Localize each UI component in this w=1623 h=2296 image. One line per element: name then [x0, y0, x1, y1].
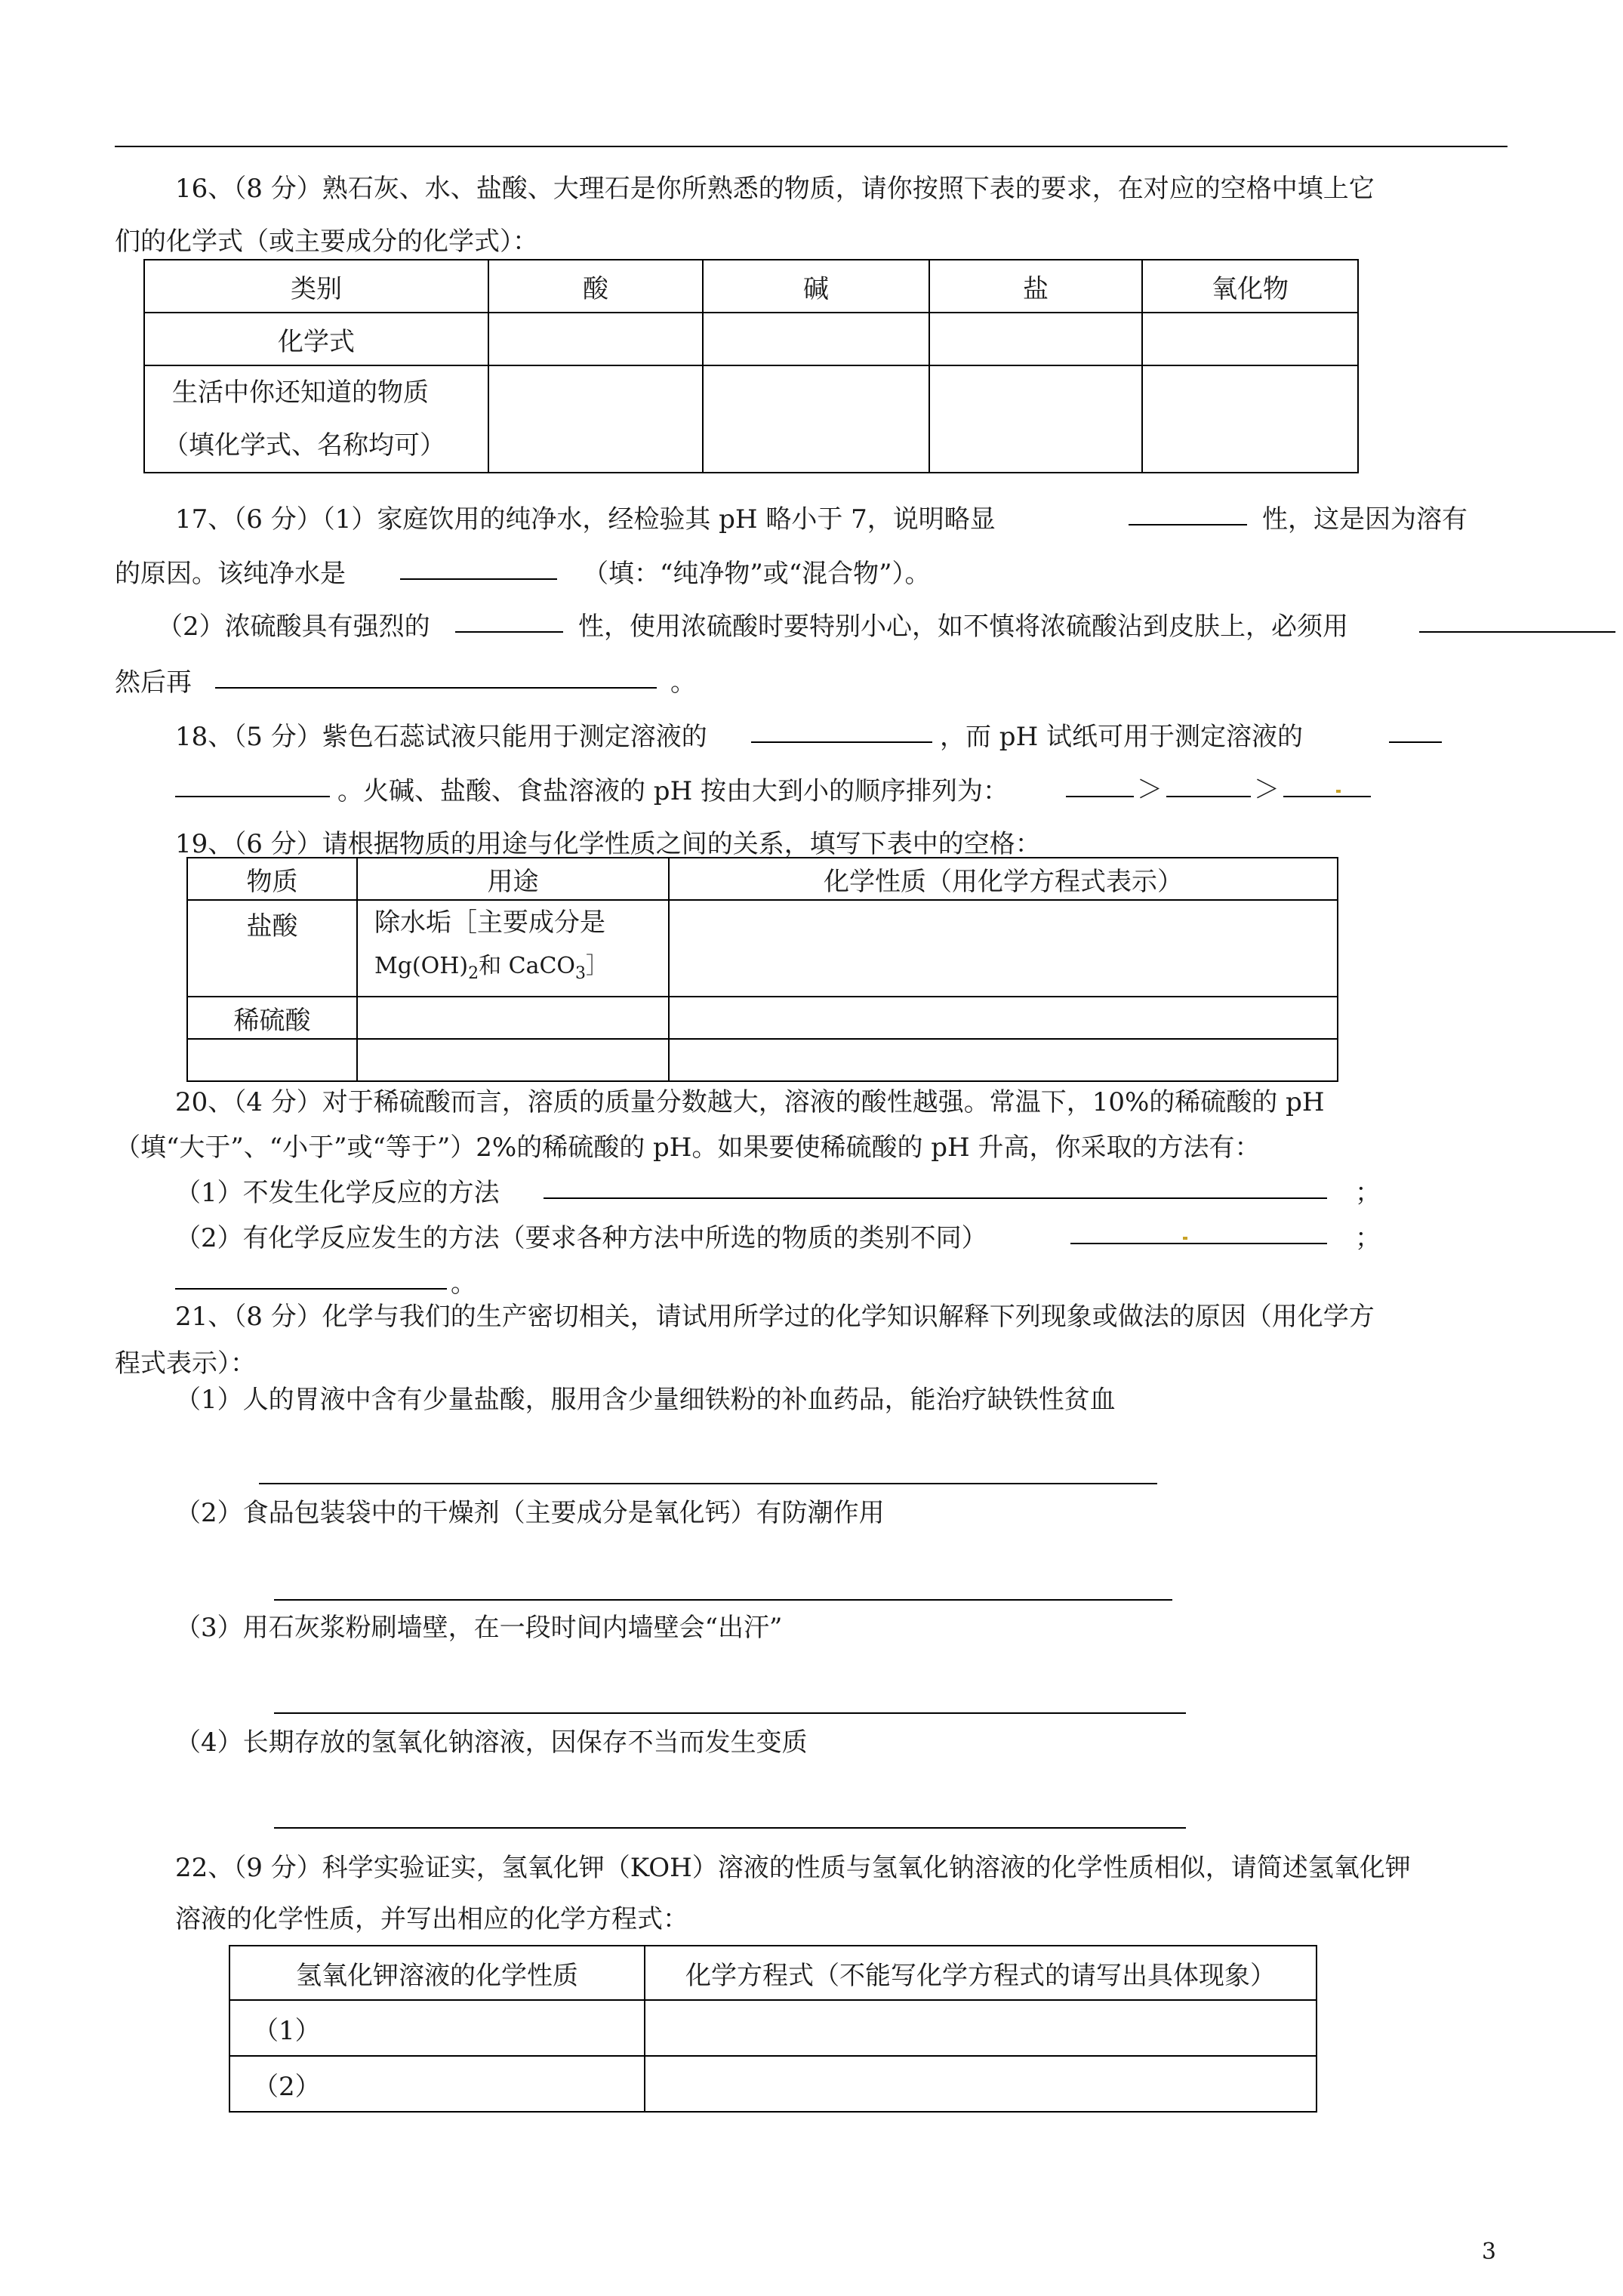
q17-blank-first-step[interactable] [1419, 631, 1615, 633]
q16-header-salt: 盐 [929, 260, 1142, 313]
q19-header-substance: 物质 [187, 858, 357, 900]
q21-item3: （3）用石灰浆粉刷墙壁，在一段时间内墙壁会“出汗” [175, 1613, 783, 1643]
q21-blank-item2[interactable] [274, 1599, 1172, 1601]
q16-line1: 16、（8 分）熟石灰、水、盐酸、大理石是你所熟悉的物质，请你按照下表的要求，在对应的空格中填上它 [175, 174, 1375, 204]
q21-item2: （2）食品包装袋中的干燥剂（主要成分是氧化钙）有防潮作用 [175, 1498, 885, 1528]
q17-part2-a: （2）浓硫酸具有强烈的 [157, 612, 430, 642]
q16-cell-acid-formula[interactable] [488, 313, 703, 365]
q18-blank-litmus[interactable] [751, 741, 932, 743]
q16-cell-acid-known[interactable] [488, 365, 703, 473]
q17-part1-d: （填：“纯净物”或“混合物”）。 [583, 559, 931, 589]
q19-blank-use-cell[interactable] [357, 1039, 669, 1081]
q22-row1-label: （1） [229, 2000, 645, 2056]
q19-intro: 19、（6 分）请根据物质的用途与化学性质之间的关系，填写下表中的空格： [175, 829, 1041, 859]
q19-hcl-use: 除水垢［主要成分是 $Mg(OH)_2$和 CaCO$_3$］ [357, 900, 669, 997]
q20-blank-method1[interactable] [544, 1197, 1327, 1199]
q21-blank-item1[interactable] [259, 1483, 1157, 1484]
q19-h2so4-use-cell[interactable] [357, 997, 669, 1039]
yellow-mark [1183, 1237, 1187, 1240]
q19-h2so4-property-cell[interactable] [669, 997, 1338, 1039]
q16-cell-salt-formula[interactable] [929, 313, 1142, 365]
q16-header-acid: 酸 [488, 260, 703, 313]
q20-blank-method2-a[interactable] [1070, 1243, 1327, 1244]
q21-line1: 21、（8 分）化学与我们的生产密切相关，请试用所学过的化学知识解释下列现象或做法的原因（用化学方 [175, 1302, 1375, 1332]
q17-blank-then-step[interactable] [215, 687, 657, 689]
q22-header-property: 氢氧化钾溶液的化学性质 [229, 1946, 645, 2000]
q17-blank-nature[interactable] [1129, 524, 1247, 525]
q18-gt-1: ＞ [1137, 775, 1163, 805]
q16-cell-salt-known[interactable] [929, 365, 1142, 473]
q21-line2: 程式表示）： [115, 1348, 256, 1379]
q16-row-known-label: 生活中你还知道的物质 （填化学式、名称均可） [144, 365, 488, 473]
q21-blank-item4[interactable] [274, 1827, 1186, 1829]
q18-text-c: 。火碱、盐酸、食盐溶液的 pH 按由大到小的顺序排列为： [337, 776, 1009, 806]
q18-blank-ph-paper-a[interactable] [1389, 741, 1442, 743]
q22-row2-label: （2） [229, 2056, 645, 2112]
q19-header-use: 用途 [357, 858, 669, 900]
page-number: 3 [1481, 2239, 1496, 2265]
q20-blank-method2-b[interactable] [175, 1288, 447, 1290]
q18-blank-order-1[interactable] [1066, 796, 1134, 797]
q18-gt-2: ＞ [1254, 775, 1280, 805]
q18-blank-order-3[interactable] [1283, 796, 1371, 797]
yellow-mark [1336, 790, 1341, 793]
q20-method2: （2）有化学反应发生的方法（要求各种方法中所选的物质的类别不同） [175, 1223, 987, 1253]
q17-part2-c: 然后再 [115, 667, 192, 698]
q19-blank-substance-cell[interactable] [187, 1039, 357, 1081]
q20-line2: （填“大于”、“小于”或“等于”）2%的稀硫酸的 pH。如果要使稀硫酸的 pH 升高，你采取的方法有： [115, 1133, 1261, 1163]
q18-text-a: 18、（5 分）紫色石蕊试液只能用于测定溶液的 [175, 722, 707, 752]
q17-blank-property[interactable] [455, 631, 563, 633]
q20-method2-end: ； [1355, 1223, 1381, 1253]
q22-table [229, 1945, 1317, 2113]
q16-cell-base-known[interactable] [703, 365, 929, 473]
q22-row1-equation-cell[interactable] [645, 2000, 1317, 2056]
q17-part1-c: 的原因。该纯净水是 [115, 559, 346, 589]
q18-blank-ph-paper-b[interactable] [175, 796, 330, 797]
q19-blank-property-cell[interactable] [669, 1039, 1338, 1081]
q22-line1: 22、（9 分）科学实验证实，氢氧化钾（KOH）溶液的性质与氢氧化钠溶液的化学性质相似，请简述氢氧化钾 [175, 1853, 1411, 1883]
q19-hcl-property-cell[interactable] [669, 900, 1338, 997]
q17-part2-d: 。 [670, 667, 696, 698]
q16-cell-oxide-formula[interactable] [1142, 313, 1358, 365]
q19-header-property: 化学性质（用化学方程式表示） [669, 858, 1338, 900]
q16-row-formula-label: 化学式 [144, 313, 488, 365]
q17-part1-a: 17、（6 分）（1）家庭饮用的纯净水，经检验其 pH 略小于 7，说明略显 [175, 504, 996, 535]
q21-item1: （1）人的胃液中含有少量盐酸，服用含少量细铁粉的补血药品，能治疗缺铁性贫血 [175, 1385, 1116, 1415]
q19-table [186, 857, 1338, 1082]
q20-method2-b-end: 。 [451, 1268, 476, 1299]
q22-header-equation: 化学方程式（不能写化学方程式的请写出具体现象） [645, 1946, 1317, 2000]
q16-cell-oxide-known[interactable] [1142, 365, 1358, 473]
q16-header-category: 类别 [144, 260, 488, 313]
q19-hcl-label: 盐酸 [187, 900, 357, 997]
q16-header-base: 碱 [703, 260, 929, 313]
q16-table [143, 259, 1359, 473]
q19-hcl-use-formula: $Mg(OH)_2$和 CaCO$_3$］ [374, 953, 609, 983]
q21-blank-item3[interactable] [274, 1712, 1186, 1714]
q20-method1-end: ； [1355, 1178, 1381, 1208]
q16-cell-base-formula[interactable] [703, 313, 929, 365]
q22-line2: 溶液的化学性质，并写出相应的化学方程式： [175, 1904, 688, 1934]
q16-line2: 们的化学式（或主要成分的化学式）： [115, 227, 538, 257]
q20-line1: 20、（4 分）对于稀硫酸而言，溶质的质量分数越大，溶液的酸性越强。常温下，10%的稀硫酸的 pH [175, 1087, 1325, 1117]
q21-item4: （4）长期存放的氢氧化钠溶液，因保存不当而发生变质 [175, 1727, 808, 1758]
q20-method1: （1）不发生化学反应的方法 [175, 1178, 500, 1208]
header-rule [115, 146, 1508, 147]
q16-header-oxide: 氧化物 [1142, 260, 1358, 313]
q22-row2-equation-cell[interactable] [645, 2056, 1317, 2112]
q17-blank-purity[interactable] [400, 578, 557, 580]
q17-part1-b: 性，这是因为溶有 [1262, 504, 1467, 535]
q17-part2-b: 性，使用浓硫酸时要特别小心，如不慎将浓硫酸沾到皮肤上，必须用 [578, 612, 1348, 642]
q18-blank-order-2[interactable] [1166, 796, 1251, 797]
q19-h2so4-label: 稀硫酸 [187, 997, 357, 1039]
q18-text-b: ，而 pH 试纸可用于测定溶液的 [940, 722, 1304, 752]
